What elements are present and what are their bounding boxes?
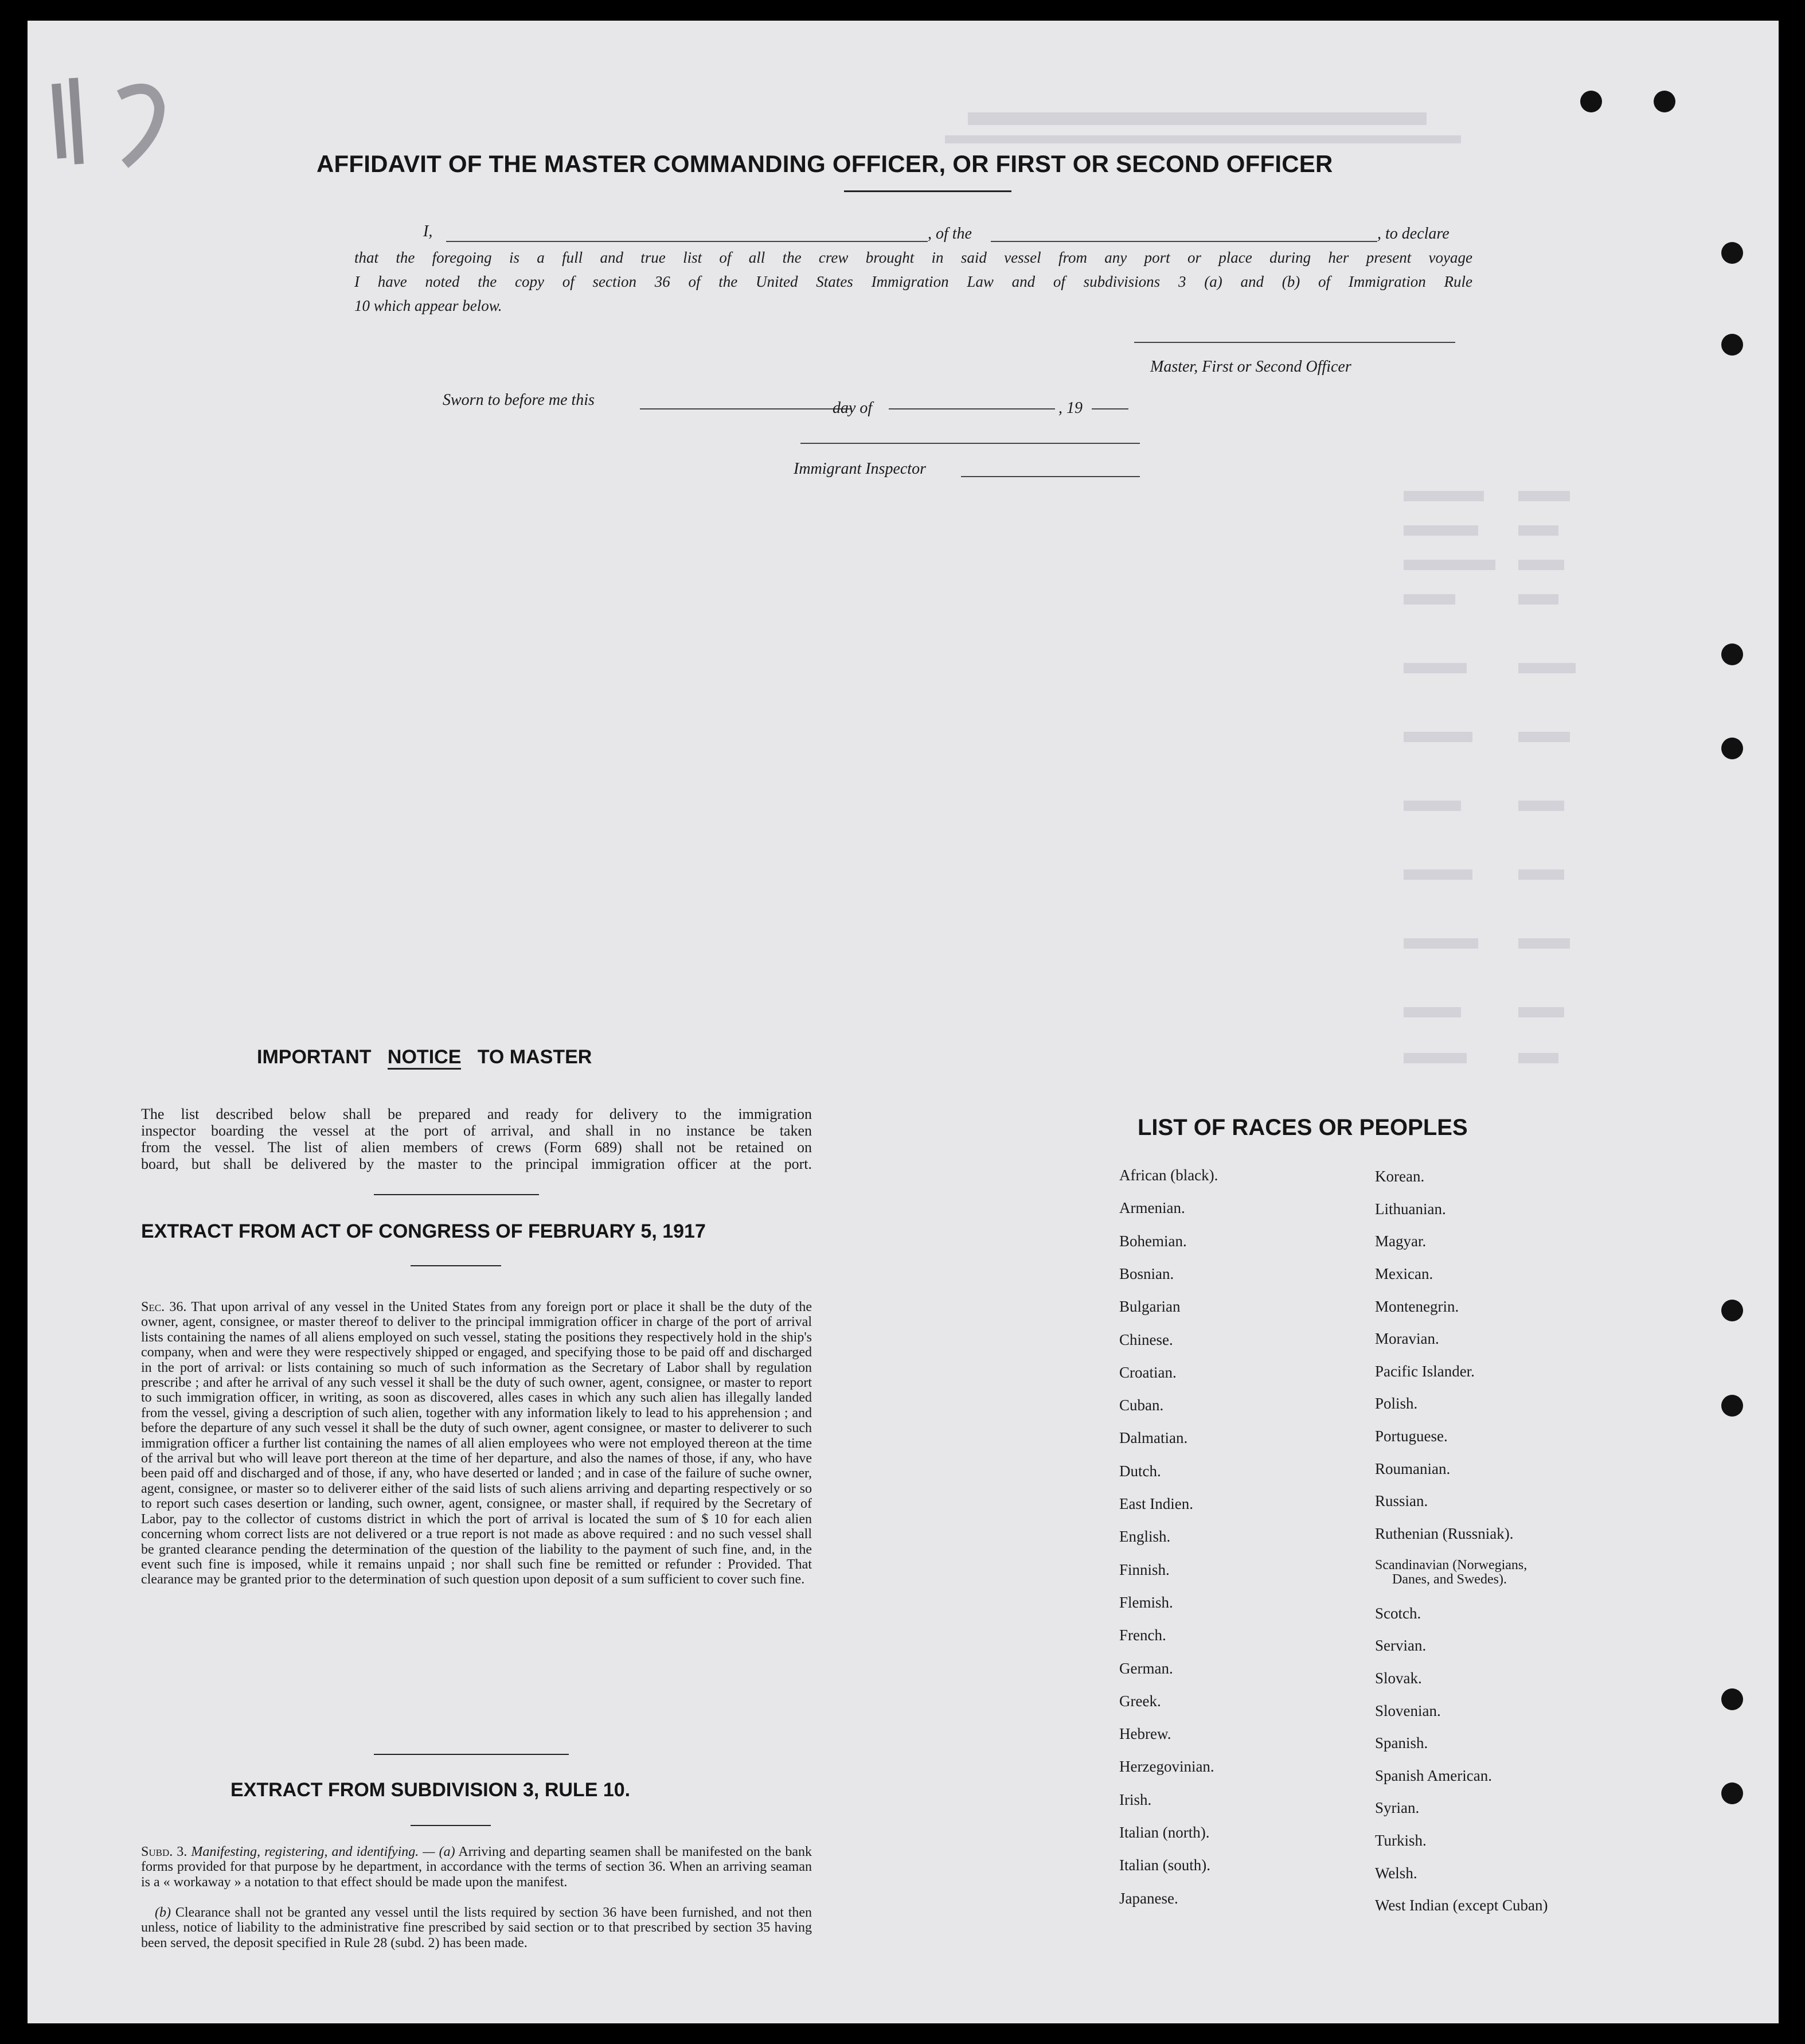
race-item: Spanish American. [1375,1767,1492,1784]
notice-title-a: IMPORTANT [257,1046,372,1068]
rule-text-a-body: Arriving and departing seamen shall be manifested on the bank forms provided for that purpose by he department, in accordance with the terms of section 36. When an arriving seaman is a « workaway » a notation to that effect should be made upon the manifest. [141,1844,812,1890]
rule-text-b [141,1905,812,1951]
rule-b-label: (b) [155,1905,171,1920]
inspector-line [961,476,1140,477]
vessel-name-blank [991,241,1377,242]
act-section-body: That upon arrival of any vessel in the United States from any foreign port or place it shall be the duty of the owner, agent, consignee, or master thereof to deliver to the principal immigration officer in charge of the port of arrival lists containing the names of all aliens employed on such vessel, stating the positions they respectively hold in the ship's company, when and were they were respectively shipped or engaged, and specifying those to be paid off and discharged in the port of arrival: or lists containing so much of such information as the Secretary of Labor shall by regulation prescribe ; and after he arrival of any such vessel it shall be the duty of such owner, agent, consignee, or master to report to such immigration officer, in writing, as soon as discovered, alles cases in which any such alien has illegally landed from the vessel, giving a description of such alien, together with any information likely to lead to his apprehension ; and before the departure of any such vessel it shall be the duty of such owner, agent consignee, or master to deliverer to such immigration officer a further list containing the names of all alien employees who were not employed thereon at the time of the arrival but who will leave port thereon at the time of her departure, and also the names of those, if any, who have been paid off and discharged and of those, if any, who have deserted or landed ; and in case of the failure of suche owner, agent, consignee, or master so to deliverer either of the said lists of such aliens arriving and departing respectively or so to report such cases desertion or landing, such owner, agent, consignee, or master shall, if required by the Secretary of Labor, pay to the collector of customs district in which the port of arrival is located the sum of $ 10 for each alien concerning whom correct lists are not delivered or a true report is not made as above required : and no such vessel shall be granted clearance pending the determination of the question of the liability to the payment of such fine, and, in the event such fine is imposed, while it remains unpaid ; nor shall such fine be remitted or refunder : Provided. That clearance may be granted prior to the determination of such question upon deposit of a sum sufficient to cover such fine. [141,1300,812,1587]
race-item: African (black). [1119,1167,1218,1184]
notice-text [141,1106,812,1172]
race-item: Mexican. [1375,1265,1433,1282]
race-item: Irish. [1119,1791,1152,1808]
race-item: Italian (south). [1119,1856,1210,1874]
act-section-label: Sec. 36. [141,1300,187,1314]
race-item: Korean. [1375,1168,1425,1185]
divider [844,190,1011,192]
race-item: Hebrew. [1119,1725,1171,1743]
affidavit-title: AFFIDAVIT OF THE MASTER COMMANDING OFFICER, OR FIRST OR SECOND OFFICER [317,150,1333,177]
race-item: Armenian. [1119,1199,1185,1217]
rule-text-a [141,1844,812,1890]
race-item: Syrian. [1375,1799,1420,1816]
signature-caption: Master, First or Second Officer [1150,358,1351,376]
race-item: Dutch. [1119,1462,1161,1480]
signature-line [1134,342,1455,343]
binder-hole [1721,334,1743,356]
race-item: Danes, and Swedes). [1392,1572,1507,1587]
notice-title [257,1046,592,1068]
race-item: German. [1119,1659,1173,1677]
race-item: Scotch. [1375,1605,1421,1622]
inspector-line-top [800,443,1140,444]
divider [411,1265,501,1266]
binder-hole [1721,738,1743,759]
sworn-prefix: Sworn to before me this [443,391,595,409]
divider [374,1194,539,1195]
race-item: Chinese. [1119,1331,1173,1348]
race-item: Scandinavian (Norwegians, [1375,1558,1527,1573]
race-item: Moravian. [1375,1330,1439,1347]
race-item: Ruthenian (Russniak). [1375,1525,1514,1542]
sworn-month-blank [889,408,1055,409]
act-text [141,1300,812,1587]
corner-mark-icon [39,61,177,175]
binder-hole [1721,643,1743,665]
sworn-day-blank [640,408,852,409]
race-item: Russian. [1375,1492,1428,1509]
race-item: Turkish. [1375,1832,1427,1849]
divider [411,1825,491,1826]
act-title: EXTRACT FROM ACT OF CONGRESS OF FEBRUARY 5, 1917 [141,1220,706,1242]
notice-title-c: TO MASTER [477,1046,592,1068]
race-item: East Indien. [1119,1495,1193,1512]
affidavit-line-4: 10 which appear below. [354,297,502,314]
rule-text-b-body: Clearance shall not be granted any vessel until the lists required by section 36 have been furnished, and not then unless, notice of liability to the administrative fine prescribed by said section or to that prescribed by section 35 having been served, the deposit specified in Rule 28 (subd. 2) has been made. [141,1905,812,1951]
bleed-through-texture [28,21,1779,2023]
race-item: Bohemian. [1119,1232,1187,1250]
notice-line: from the vessel. The list of alien members of crews (Form 689) shall not be retained on [141,1139,812,1156]
sworn-year-blank [1092,408,1128,409]
notice-line: inspector boarding the vessel at the port of arrival, and shall in no instance be taken [141,1122,812,1139]
notice-line: The list described below shall be prepared and ready for delivery to the immigration [141,1106,812,1122]
rule-subd-heading: Manifesting, registering, and identifying. — (a) [191,1844,455,1859]
race-item: Cuban. [1119,1397,1164,1414]
race-item: Welsh. [1375,1864,1417,1882]
notice-title-b: NOTICE [388,1046,461,1070]
race-item: Lithuanian. [1375,1200,1446,1218]
race-item: Slovenian. [1375,1702,1441,1719]
race-item: English. [1119,1528,1171,1546]
race-item: Roumanian. [1375,1460,1451,1477]
race-item: French. [1119,1626,1166,1644]
notice-line: board, but shall be delivered by the master to the principal immigration officer at the port. [141,1156,812,1172]
race-item: Dalmatian. [1119,1429,1188,1447]
divider [374,1754,569,1755]
race-item: Finnish. [1119,1561,1170,1578]
race-item: Herzegovinian. [1119,1758,1214,1776]
race-item: Japanese. [1119,1889,1178,1907]
race-item: Portuguese. [1375,1427,1448,1445]
race-item: Bosnian. [1119,1265,1174,1282]
race-item: Croatian. [1119,1363,1177,1381]
race-item: Polish. [1375,1395,1418,1412]
affidavit-line-2: that the foregoing is a full and true list of all the crew brought in said vessel from any port or place during her present voyage [354,249,1472,266]
sworn-year: , 19 [1058,399,1083,417]
race-item: Servian. [1375,1637,1427,1654]
race-item: Magyar. [1375,1232,1427,1250]
binder-hole [1654,91,1675,112]
rule-subd-label: Subd. 3. [141,1844,187,1859]
race-item: Flemish. [1119,1593,1173,1611]
binder-hole [1721,1782,1743,1804]
affidavit-line-3: I have noted the copy of section 36 of the United States Immigration Law and of subdivisions 3 (a) and (b) of Immigration Rule [354,273,1472,290]
race-item: Greek. [1119,1692,1161,1710]
binder-hole [1721,1300,1743,1321]
race-item: Slovak. [1375,1669,1422,1687]
inspector-caption: Immigrant Inspector [794,460,926,478]
rule-title: EXTRACT FROM SUBDIVISION 3, RULE 10. [230,1779,631,1801]
sworn-day-of: day of [833,399,873,417]
race-item: Pacific Islander. [1375,1363,1475,1380]
binder-hole [1721,1688,1743,1710]
affidavit-of-the: , of the [928,225,972,243]
races-title: LIST OF RACES OR PEOPLES [1138,1115,1468,1140]
binder-hole [1721,1395,1743,1417]
race-item: Montenegrin. [1375,1298,1459,1315]
race-item: Bulgarian [1119,1298,1181,1316]
document-sheet [28,21,1779,2023]
master-name-blank [446,241,928,242]
affidavit-declare: , to declare [1377,225,1450,243]
affidavit-i: I, [423,223,433,240]
race-item: Spanish. [1375,1734,1428,1752]
binder-hole [1721,242,1743,264]
race-item: Italian (north). [1119,1824,1210,1841]
binder-hole [1580,91,1602,112]
race-item: West Indian (except Cuban) [1375,1897,1548,1914]
